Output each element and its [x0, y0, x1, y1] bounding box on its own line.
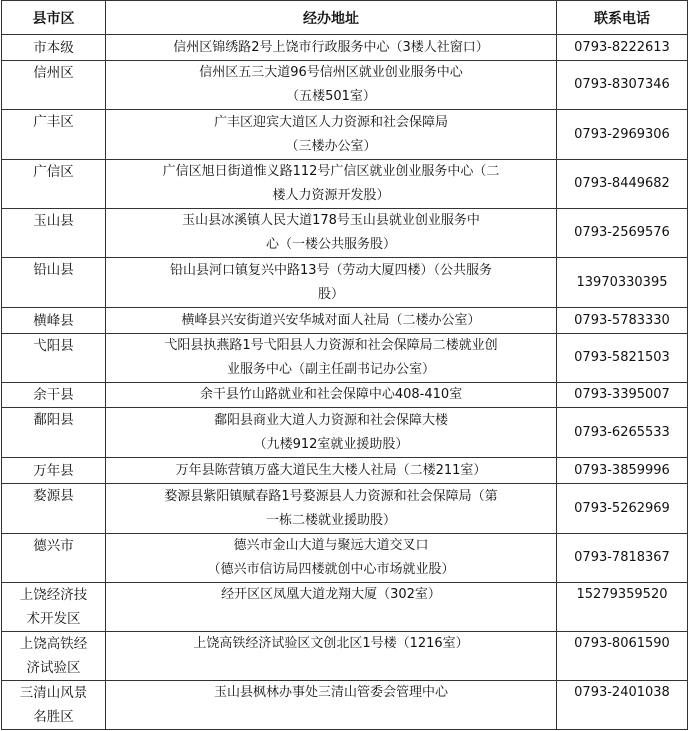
- address-cell: [106, 632, 557, 681]
- phone-number: 0793-2401038: [557, 681, 688, 730]
- table-row: [2, 383, 688, 408]
- phone-number: 0793-5783330: [557, 308, 688, 334]
- county-cell: [2, 583, 106, 632]
- county-cell: [2, 35, 106, 61]
- address-cell: [106, 110, 557, 160]
- phone-number: 0793-7818367: [557, 534, 688, 583]
- county-name: 横峰县: [33, 312, 74, 329]
- phone-number: 0793-8307346: [557, 61, 688, 110]
- address-cell: [106, 534, 557, 583]
- county-name: 上饶高铁经: [19, 636, 88, 652]
- county-name: 上饶经济技: [19, 587, 88, 603]
- address-line: 信州区五三大道96号信州区就业创业服务中心: [199, 65, 463, 80]
- address-line: 万年县陈营镇万盛大道民生大楼人社局（二楼211室）: [175, 462, 487, 478]
- address-line: 玉山县枫林办事处三清山管委会管理中心: [213, 685, 448, 700]
- address-line: （五楼501室）: [286, 89, 376, 104]
- table-body: [2, 35, 688, 730]
- county-name: 三清山风景: [19, 685, 88, 701]
- table-row: [2, 681, 688, 730]
- address-cell: [106, 458, 557, 484]
- county-name: 弋阳县: [33, 338, 74, 354]
- table-row: [2, 632, 688, 681]
- table-row: [2, 160, 688, 209]
- address-cell: [106, 681, 557, 730]
- county-name: 德兴市: [33, 538, 74, 554]
- county-cell: [2, 534, 106, 583]
- address-line: 楼人力资源开发股）: [272, 188, 390, 203]
- phone-number: 13970330395: [557, 258, 688, 308]
- address-cell: [106, 383, 557, 408]
- phone-number: 0793-6265533: [557, 408, 688, 458]
- address-cell: [106, 160, 557, 209]
- table-row: [2, 209, 688, 258]
- county-cell: [2, 408, 106, 458]
- address-cell: [106, 35, 557, 61]
- header-address: 经办地址: [106, 1, 557, 35]
- address-line: 德兴市金山大道与聚远大道交叉口: [233, 538, 429, 553]
- address-cell: [106, 308, 557, 334]
- phone-number: 0793-8061590: [557, 632, 688, 681]
- address-line: 心（一楼公共服务股）: [265, 237, 396, 252]
- county-name: 广丰区: [33, 114, 74, 130]
- county-cell: [2, 383, 106, 408]
- county-cell: [2, 61, 106, 110]
- county-cell: [2, 160, 106, 209]
- address-line: （三楼办公室）: [285, 138, 377, 154]
- address-line: （九楼912室就业援助股）: [253, 436, 409, 452]
- address-line: 鄱阳县商业大道人力资源和社会保障大楼: [213, 412, 448, 428]
- address-line: 信州区锦绣路2号上饶市行政服务中心（3楼人社窗口）: [173, 39, 489, 55]
- phone-number: 15279359520: [557, 583, 688, 632]
- header-county: 县市区: [2, 1, 106, 35]
- address-line: 广信区旭日街道惟义路112号广信区就业创业服务中心（二: [162, 164, 500, 179]
- county-name: 铅山县: [33, 262, 74, 278]
- address-line: 股）: [317, 286, 344, 302]
- address-line: （德兴市信访局四楼就创中心市场就业股）: [207, 562, 455, 577]
- header-row: [2, 1, 688, 35]
- county-name: 名胜区: [33, 709, 74, 725]
- county-name: 玉山县: [33, 213, 74, 229]
- county-cell: [2, 110, 106, 160]
- table-row: [2, 258, 688, 308]
- address-line: 婺源县紫阳镇赋春路1号婺源县人力资源和社会保障局（第: [164, 488, 498, 504]
- table-row: [2, 583, 688, 632]
- phone-number: 0793-8222613: [557, 35, 688, 61]
- address-cell: [106, 408, 557, 458]
- county-cell: [2, 209, 106, 258]
- county-name: 余干县: [33, 387, 74, 403]
- county-name: 万年县: [33, 462, 74, 479]
- county-cell: [2, 458, 106, 484]
- contact-table: [1, 0, 688, 730]
- address-line: 铅山县河口镇复兴中路13号（劳动大厦四楼）（公共服务: [169, 262, 493, 278]
- table-row: [2, 35, 688, 61]
- county-name: 广信区: [33, 164, 74, 180]
- phone-number: 0793-3859996: [557, 458, 688, 484]
- county-cell: [2, 484, 106, 534]
- address-line: 余干县竹山路就业和社会保障中心408-410室: [199, 387, 463, 402]
- address-cell: [106, 583, 557, 632]
- phone-number: 0793-8449682: [557, 160, 688, 209]
- address-cell: [106, 209, 557, 258]
- phone-number: 0793-3395007: [557, 383, 688, 408]
- address-cell: [106, 258, 557, 308]
- county-cell: [2, 308, 106, 334]
- phone-number: 0793-5821503: [557, 334, 688, 383]
- table-row: [2, 334, 688, 383]
- address-line: 广丰区迎宾大道区人力资源和社会保障局: [213, 114, 448, 130]
- address-line: 业服务中心（副主任副书记办公室）: [226, 362, 435, 377]
- table-row: [2, 458, 688, 484]
- table-row: [2, 484, 688, 534]
- address-line: 一栋二楼就业援助股）: [265, 512, 396, 528]
- table-row: [2, 110, 688, 160]
- county-cell: [2, 632, 106, 681]
- header-phone: 联系电话: [557, 1, 688, 35]
- county-cell: [2, 258, 106, 308]
- county-name: 济试验区: [26, 660, 81, 676]
- county-cell: [2, 334, 106, 383]
- county-name: 婺源县: [33, 488, 74, 504]
- table-row: [2, 534, 688, 583]
- address-line: 玉山县冰溪镇人民大道178号玉山县就业创业服务中: [182, 213, 480, 228]
- county-cell: [2, 681, 106, 730]
- address-cell: [106, 61, 557, 110]
- address-cell: [106, 334, 557, 383]
- table-row: [2, 61, 688, 110]
- address-line: 横峰县兴安街道兴安华城对面人社局（二楼办公室）: [181, 312, 481, 328]
- county-name: 信州区: [33, 65, 74, 81]
- county-name: 市本级: [33, 39, 74, 56]
- address-line: 上饶高铁经济试验区文创北区1号楼（1216室）: [193, 636, 469, 651]
- table-row: [2, 308, 688, 334]
- county-name: 术开发区: [26, 611, 81, 627]
- phone-number: 0793-2969306: [557, 110, 688, 160]
- county-name: 鄱阳县: [33, 412, 74, 428]
- phone-number: 0793-2569576: [557, 209, 688, 258]
- address-cell: [106, 484, 557, 534]
- address-line: 弋阳县执燕路1号弋阳县人力资源和社会保障局二楼就业创: [164, 338, 498, 353]
- address-line: 经开区区凤凰大道龙翔大厦（302室）: [221, 587, 441, 602]
- table-row: [2, 408, 688, 458]
- phone-number: 0793-5262969: [557, 484, 688, 534]
